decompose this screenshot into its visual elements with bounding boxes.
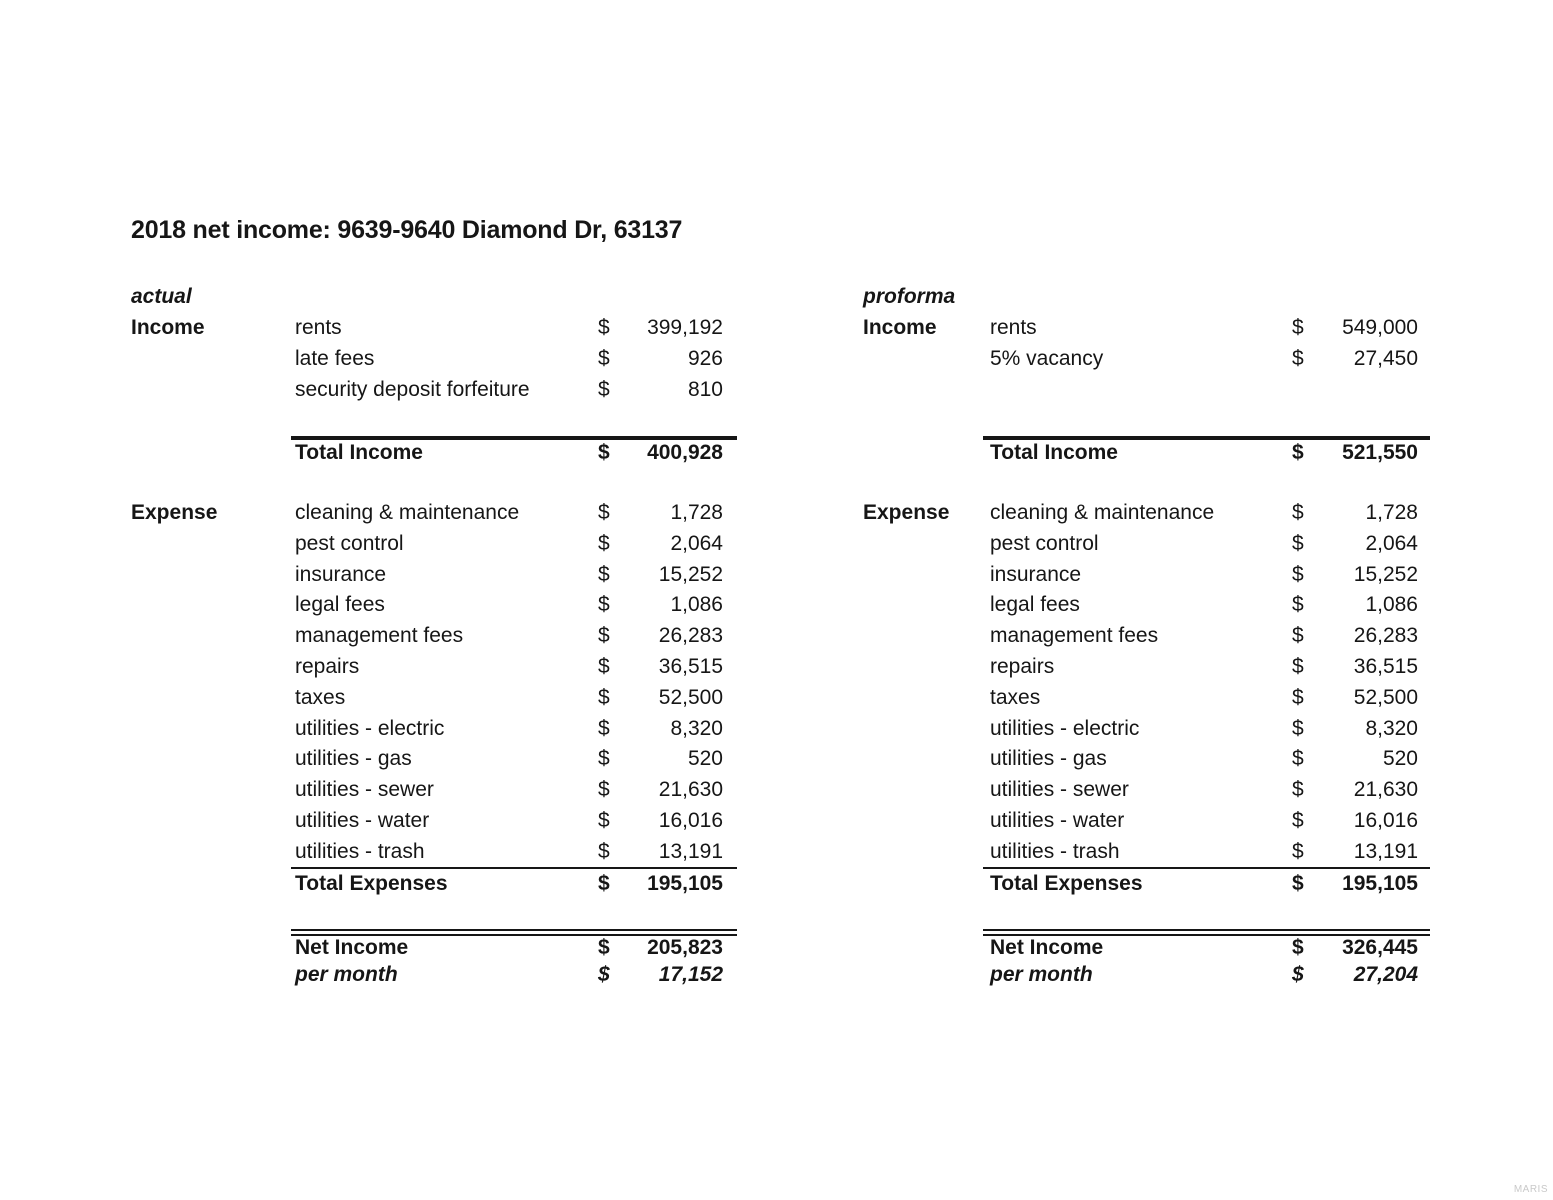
expense-item-label: cleaning & maintenance [990,500,1215,524]
expense-row [131,806,737,837]
income-rows [863,313,1430,375]
expense-header: Expense [131,500,218,524]
net-income-label: Net Income [295,935,409,959]
per-month-label: per month [990,962,1093,986]
expense-item-amount: 16,016 [658,808,723,832]
currency-symbol: $ [1292,808,1304,832]
currency-symbol: $ [1292,346,1304,370]
total-income-label: Total Income [990,441,1118,465]
expense-item-amount: 520 [1382,747,1418,771]
income-row [863,344,1430,375]
currency-symbol: $ [1292,316,1304,340]
per-month-label: per month [295,962,398,986]
expense-item-label: legal fees [295,593,385,617]
currency-symbol: $ [598,962,610,986]
expense-item-amount: 2,064 [1365,531,1418,555]
expense-row [863,713,1430,744]
spacer [131,467,737,498]
expense-row [131,621,737,652]
total-expenses-amount: 195,105 [1342,871,1418,895]
scenario-label: proforma [863,285,956,309]
spacer [131,898,737,929]
expense-section [131,498,737,868]
currency-symbol: $ [598,531,610,555]
income-rows [131,313,737,405]
expense-row [863,775,1430,806]
expense-item-label: utilities - electric [990,716,1140,740]
currency-symbol: $ [598,839,610,863]
currency-symbol: $ [1292,962,1304,986]
expense-row [863,806,1430,837]
currency-symbol: $ [598,778,610,802]
expense-rows [863,498,1430,868]
expense-item-amount: 26,283 [1353,624,1418,648]
expense-header: Expense [863,500,950,524]
expense-item-amount: 52,500 [658,685,723,709]
expense-row [131,744,737,775]
expense-item-label: insurance [295,562,387,586]
net-income-amount: 326,445 [1342,935,1418,959]
expense-rows [131,498,737,868]
currency-symbol: $ [598,716,610,740]
expense-row [863,836,1430,867]
currency-symbol: $ [598,593,610,617]
expense-row [863,621,1430,652]
income-item-label: late fees [295,346,375,370]
currency-symbol: $ [1292,716,1304,740]
spacer [863,467,1430,498]
total-income-row [983,436,1430,467]
currency-symbol: $ [1292,624,1304,648]
expense-item-label: utilities - water [295,808,430,832]
expense-item-amount: 8,320 [670,716,723,740]
expense-item-amount: 13,191 [1353,839,1418,863]
expense-item-amount: 13,191 [658,839,723,863]
income-item-amount: 810 [687,377,723,401]
currency-symbol: $ [598,871,610,895]
scenario-label: actual [131,285,192,309]
expense-item-label: cleaning & maintenance [295,500,520,524]
currency-symbol: $ [598,377,610,401]
expense-item-label: taxes [990,685,1041,709]
per-month-amount: 17,152 [658,962,723,986]
currency-symbol: $ [598,562,610,586]
currency-symbol: $ [598,747,610,771]
income-item-label: rents [295,316,342,340]
expense-row [131,652,737,683]
scenario-row [863,282,1430,313]
currency-symbol: $ [598,500,610,524]
currency-symbol: $ [598,441,610,465]
total-expenses-amount: 195,105 [647,871,723,895]
expense-row [863,590,1430,621]
expense-row [131,590,737,621]
income-row [131,344,737,375]
currency-symbol: $ [1292,441,1304,465]
currency-symbol: $ [1292,685,1304,709]
per-month-amount: 27,204 [1353,962,1418,986]
expense-item-amount: 1,728 [670,500,723,524]
expense-item-label: repairs [990,654,1055,678]
income-row [863,313,1430,344]
expense-item-amount: 1,728 [1365,500,1418,524]
page-title: 2018 net income: 9639-9640 Diamond Dr, 63137 [131,216,683,244]
expense-row [863,652,1430,683]
expense-item-label: management fees [295,624,464,648]
income-item-label: rents [990,316,1037,340]
expense-item-amount: 2,064 [670,531,723,555]
expense-item-label: utilities - sewer [990,778,1129,802]
statement-actual [131,282,737,990]
currency-symbol: $ [1292,654,1304,678]
expense-item-label: utilities - trash [990,839,1120,863]
currency-symbol: $ [598,654,610,678]
per-month-row [983,960,1430,991]
income-item-amount: 926 [687,346,723,370]
total-expenses-label: Total Expenses [990,871,1143,895]
currency-symbol: $ [598,316,610,340]
expense-item-label: pest control [990,531,1099,555]
expense-item-label: utilities - gas [295,747,412,771]
expense-item-amount: 26,283 [658,624,723,648]
currency-symbol: $ [1292,747,1304,771]
expense-row [131,559,737,590]
expense-row [131,498,737,529]
expense-item-label: repairs [295,654,360,678]
expense-item-label: utilities - electric [295,716,445,740]
expense-item-amount: 8,320 [1365,716,1418,740]
expense-item-amount: 21,630 [1353,778,1418,802]
income-row [131,374,737,405]
income-item-label: security deposit forfeiture [295,377,530,401]
net-income-label: Net Income [990,935,1104,959]
total-expenses-label: Total Expenses [295,871,448,895]
net-income-row [983,929,1430,960]
total-income-amount: 400,928 [647,441,723,465]
income-item-amount: 549,000 [1342,316,1418,340]
currency-symbol: $ [1292,531,1304,555]
income-header: Income [863,316,937,340]
expense-row [863,682,1430,713]
income-item-label: 5% vacancy [990,346,1104,370]
total-income-amount: 521,550 [1342,441,1418,465]
expense-item-amount: 21,630 [658,778,723,802]
expense-row [131,682,737,713]
currency-symbol: $ [598,346,610,370]
expense-row [131,775,737,806]
expense-item-label: utilities - gas [990,747,1107,771]
expense-row [863,744,1430,775]
expense-item-label: taxes [295,685,346,709]
expense-item-label: insurance [990,562,1082,586]
currency-symbol: $ [1292,871,1304,895]
currency-symbol: $ [598,808,610,832]
currency-symbol: $ [1292,593,1304,617]
expense-item-amount: 36,515 [1353,654,1418,678]
expense-item-amount: 1,086 [670,593,723,617]
expense-item-label: legal fees [990,593,1080,617]
net-income-amount: 205,823 [647,935,723,959]
total-expenses-row [291,867,737,898]
expense-item-amount: 16,016 [1353,808,1418,832]
expense-item-amount: 15,252 [658,562,723,586]
currency-symbol: $ [1292,778,1304,802]
currency-symbol: $ [1292,839,1304,863]
income-header: Income [131,316,205,340]
expense-item-label: utilities - sewer [295,778,434,802]
currency-symbol: $ [1292,562,1304,586]
total-expenses-row [983,867,1430,898]
expense-item-label: utilities - trash [295,839,425,863]
expense-row [131,528,737,559]
net-income-row [291,929,737,960]
currency-symbol: $ [598,624,610,648]
expense-item-amount: 36,515 [658,654,723,678]
income-section [131,313,737,436]
per-month-row [291,960,737,991]
currency-symbol: $ [598,685,610,709]
expense-row [131,713,737,744]
expense-row [863,528,1430,559]
expense-item-label: management fees [990,624,1159,648]
expense-item-amount: 1,086 [1365,593,1418,617]
income-item-amount: 399,192 [647,316,723,340]
watermark: MARIS [1513,1184,1548,1195]
currency-symbol: $ [1292,935,1304,959]
expense-item-amount: 52,500 [1353,685,1418,709]
expense-item-amount: 520 [687,747,723,771]
income-section [863,313,1430,436]
expense-section [863,498,1430,868]
scenario-row [131,282,737,313]
income-item-amount: 27,450 [1353,346,1418,370]
expense-item-label: pest control [295,531,404,555]
expense-row [131,836,737,867]
total-income-row [291,436,737,467]
statement-proforma [863,282,1430,990]
expense-row [863,559,1430,590]
expense-item-amount: 15,252 [1353,562,1418,586]
total-income-label: Total Income [295,441,423,465]
currency-symbol: $ [1292,500,1304,524]
expense-item-label: utilities - water [990,808,1125,832]
income-row [131,313,737,344]
currency-symbol: $ [598,935,610,959]
spacer [863,898,1430,929]
